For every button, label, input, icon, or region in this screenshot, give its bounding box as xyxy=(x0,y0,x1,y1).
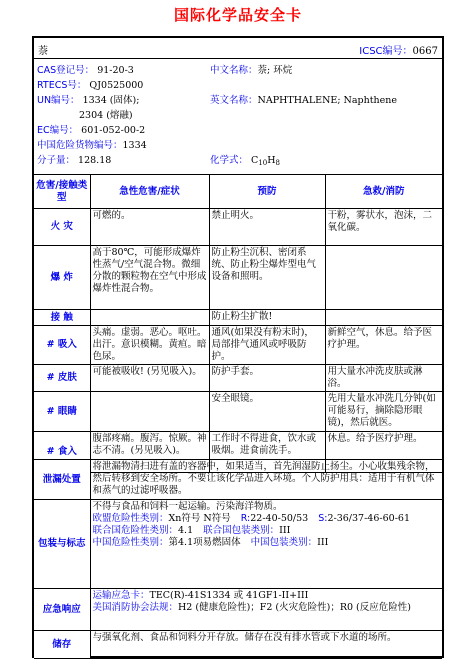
col-header: 危害/接触类型 xyxy=(34,175,90,209)
identifiers-right: 中文名称：萘; 环烷 英文名称：NAPHTHALENE; Naphthene 化学式： $C_{10}H_8$ xyxy=(210,65,398,167)
en-name: NAPHTHALENE; Naphthene xyxy=(257,95,398,106)
ec-value: 601-052-00-2 xyxy=(81,125,146,136)
emergency-text: 运输应急卡：TEC(R)-41S1334 或 41GF1-II+III 美国消防协会法规：H2 (健康危险性)；F2 (火灾危险性)；R0 (反应危险性) xyxy=(90,589,442,631)
cn-name: 萘; 环烷 xyxy=(257,65,293,76)
table-row: # 眼睛 安全眼镜。 先用大量水冲洗几分钟(如可能易行，摘除隐形眼镜)，然后就医。 xyxy=(34,392,442,432)
hazard-table xyxy=(34,174,442,473)
col-header: 预防 xyxy=(209,175,325,209)
storage-text: 与强氧化剂、食品和饲料分开存放。储存在没有排水管或下水道的场所。 xyxy=(90,631,442,659)
rtecs-value: QJ0525000 xyxy=(89,80,144,91)
storage-row: 储存 与强氧化剂、食品和饲料分开存放。储存在没有排水管或下水道的场所。 xyxy=(34,631,442,659)
icsc-number: ICSC编号：0667 xyxy=(359,46,438,57)
formula: $C_{10}H_8$ xyxy=(251,155,281,167)
table-row: # 吸入 头痛。虚弱。恶心。呕吐。出汗。意识模糊。黄疸。暗色尿。 通风(如果没有粉末时)，局部排气通风或呼吸防护。 新鲜空气，休息。给予医疗护理。 xyxy=(34,326,442,365)
table-row: # 皮肤 可能被吸收! (另见吸入)。 防护手套。 用大量水冲洗皮肤或淋浴。 xyxy=(34,365,442,392)
table-row: 接 触 防止粉尘扩散! xyxy=(34,310,442,326)
card-header xyxy=(34,38,442,59)
mw-value: 128.18 xyxy=(78,155,112,166)
spill-text: 将泄漏物清扫进有盖的容器中，如果适当，首先润湿防止扬尘。小心收集残余物，然后转移到安全场所。不要让该化学品进入环境。个人防护用具：适用于有机气体和蒸气的过滤呼吸器。 xyxy=(90,460,442,500)
spill-row: 泄漏处置 将泄漏物清扫进有盖的容器中，如果适当，首先润湿防止扬尘。小心收集残余物，然后转移到安全场所。不要让该化学品进入环境。个人防护用具：适用于有机气体和蒸气的过滤呼吸器。 xyxy=(34,460,442,500)
cn-dg-value: 1334 xyxy=(122,140,147,151)
cas-value: 91-20-3 xyxy=(97,65,134,76)
safety-card xyxy=(32,36,444,658)
packaging-row: 包装与标志 不得与食品和饲料一起运输。污染海洋物质。 欧盟危险性类别：Xn符号 N符号 R:22-40-50/53 S:2-36/37-46-60-61 联合国危险性类别：4.1 联合国包装类别：III 中国危险性类别：第4.1项易燃固体 中国包装类别：III xyxy=(34,500,442,589)
info-table xyxy=(34,459,442,659)
hazard-header-row xyxy=(34,175,442,209)
un-value: 1334 (固体); xyxy=(82,95,140,106)
identifiers-left: CAS登记号： 91-20-3 RTECS号： QJ0525000 UN编号： 1334 (固体); 2304 (熔融) EC编号： 601-052-00-2 中国危险货物编号：1334 分子量： 128.18 xyxy=(37,65,147,166)
col-header: 急性危害/症状 xyxy=(90,175,209,209)
identification-block xyxy=(34,58,442,175)
col-header: 急救/消防 xyxy=(325,175,442,209)
chemical-name: 萘 xyxy=(38,46,48,57)
table-row: 爆 炸 高于80℃，可能形成爆炸性蒸气/空气混合物。微细分散的颗粒物在空气中形成爆炸性混合物。 防止粉尘沉积、密闭系统、防止粉尘爆炸型电气设备和照明。 xyxy=(34,246,442,310)
table-row: 火 灾 可燃的。 禁止明火。 干粉，雾状水，泡沫，二氧化碳。 xyxy=(34,209,442,246)
packaging-text: 不得与食品和饲料一起运输。污染海洋物质。 欧盟危险性类别：Xn符号 N符号 R:22-40-50/53 S:2-36/37-46-60-61 联合国危险性类别：4.1 联合国包装类别：III 中国危险性类别：第4.1项易燃固体 中国包装类别：III xyxy=(90,500,442,589)
table-row: # 食入 腹部疼痛。腹泻。惊厥。神志不清。(另见吸入)。 工作时不得进食，饮水或吸烟。进食前洗手。 休息。给予医疗护理。 xyxy=(34,432,442,473)
card-title: 国际化学品安全卡 xyxy=(173,6,302,24)
emergency-row: 应急响应 运输应急卡：TEC(R)-41S1334 或 41GF1-II+III 美国消防协会法规：H2 (健康危险性)；F2 (火灾危险性)；R0 (反应危险性) xyxy=(34,589,442,631)
